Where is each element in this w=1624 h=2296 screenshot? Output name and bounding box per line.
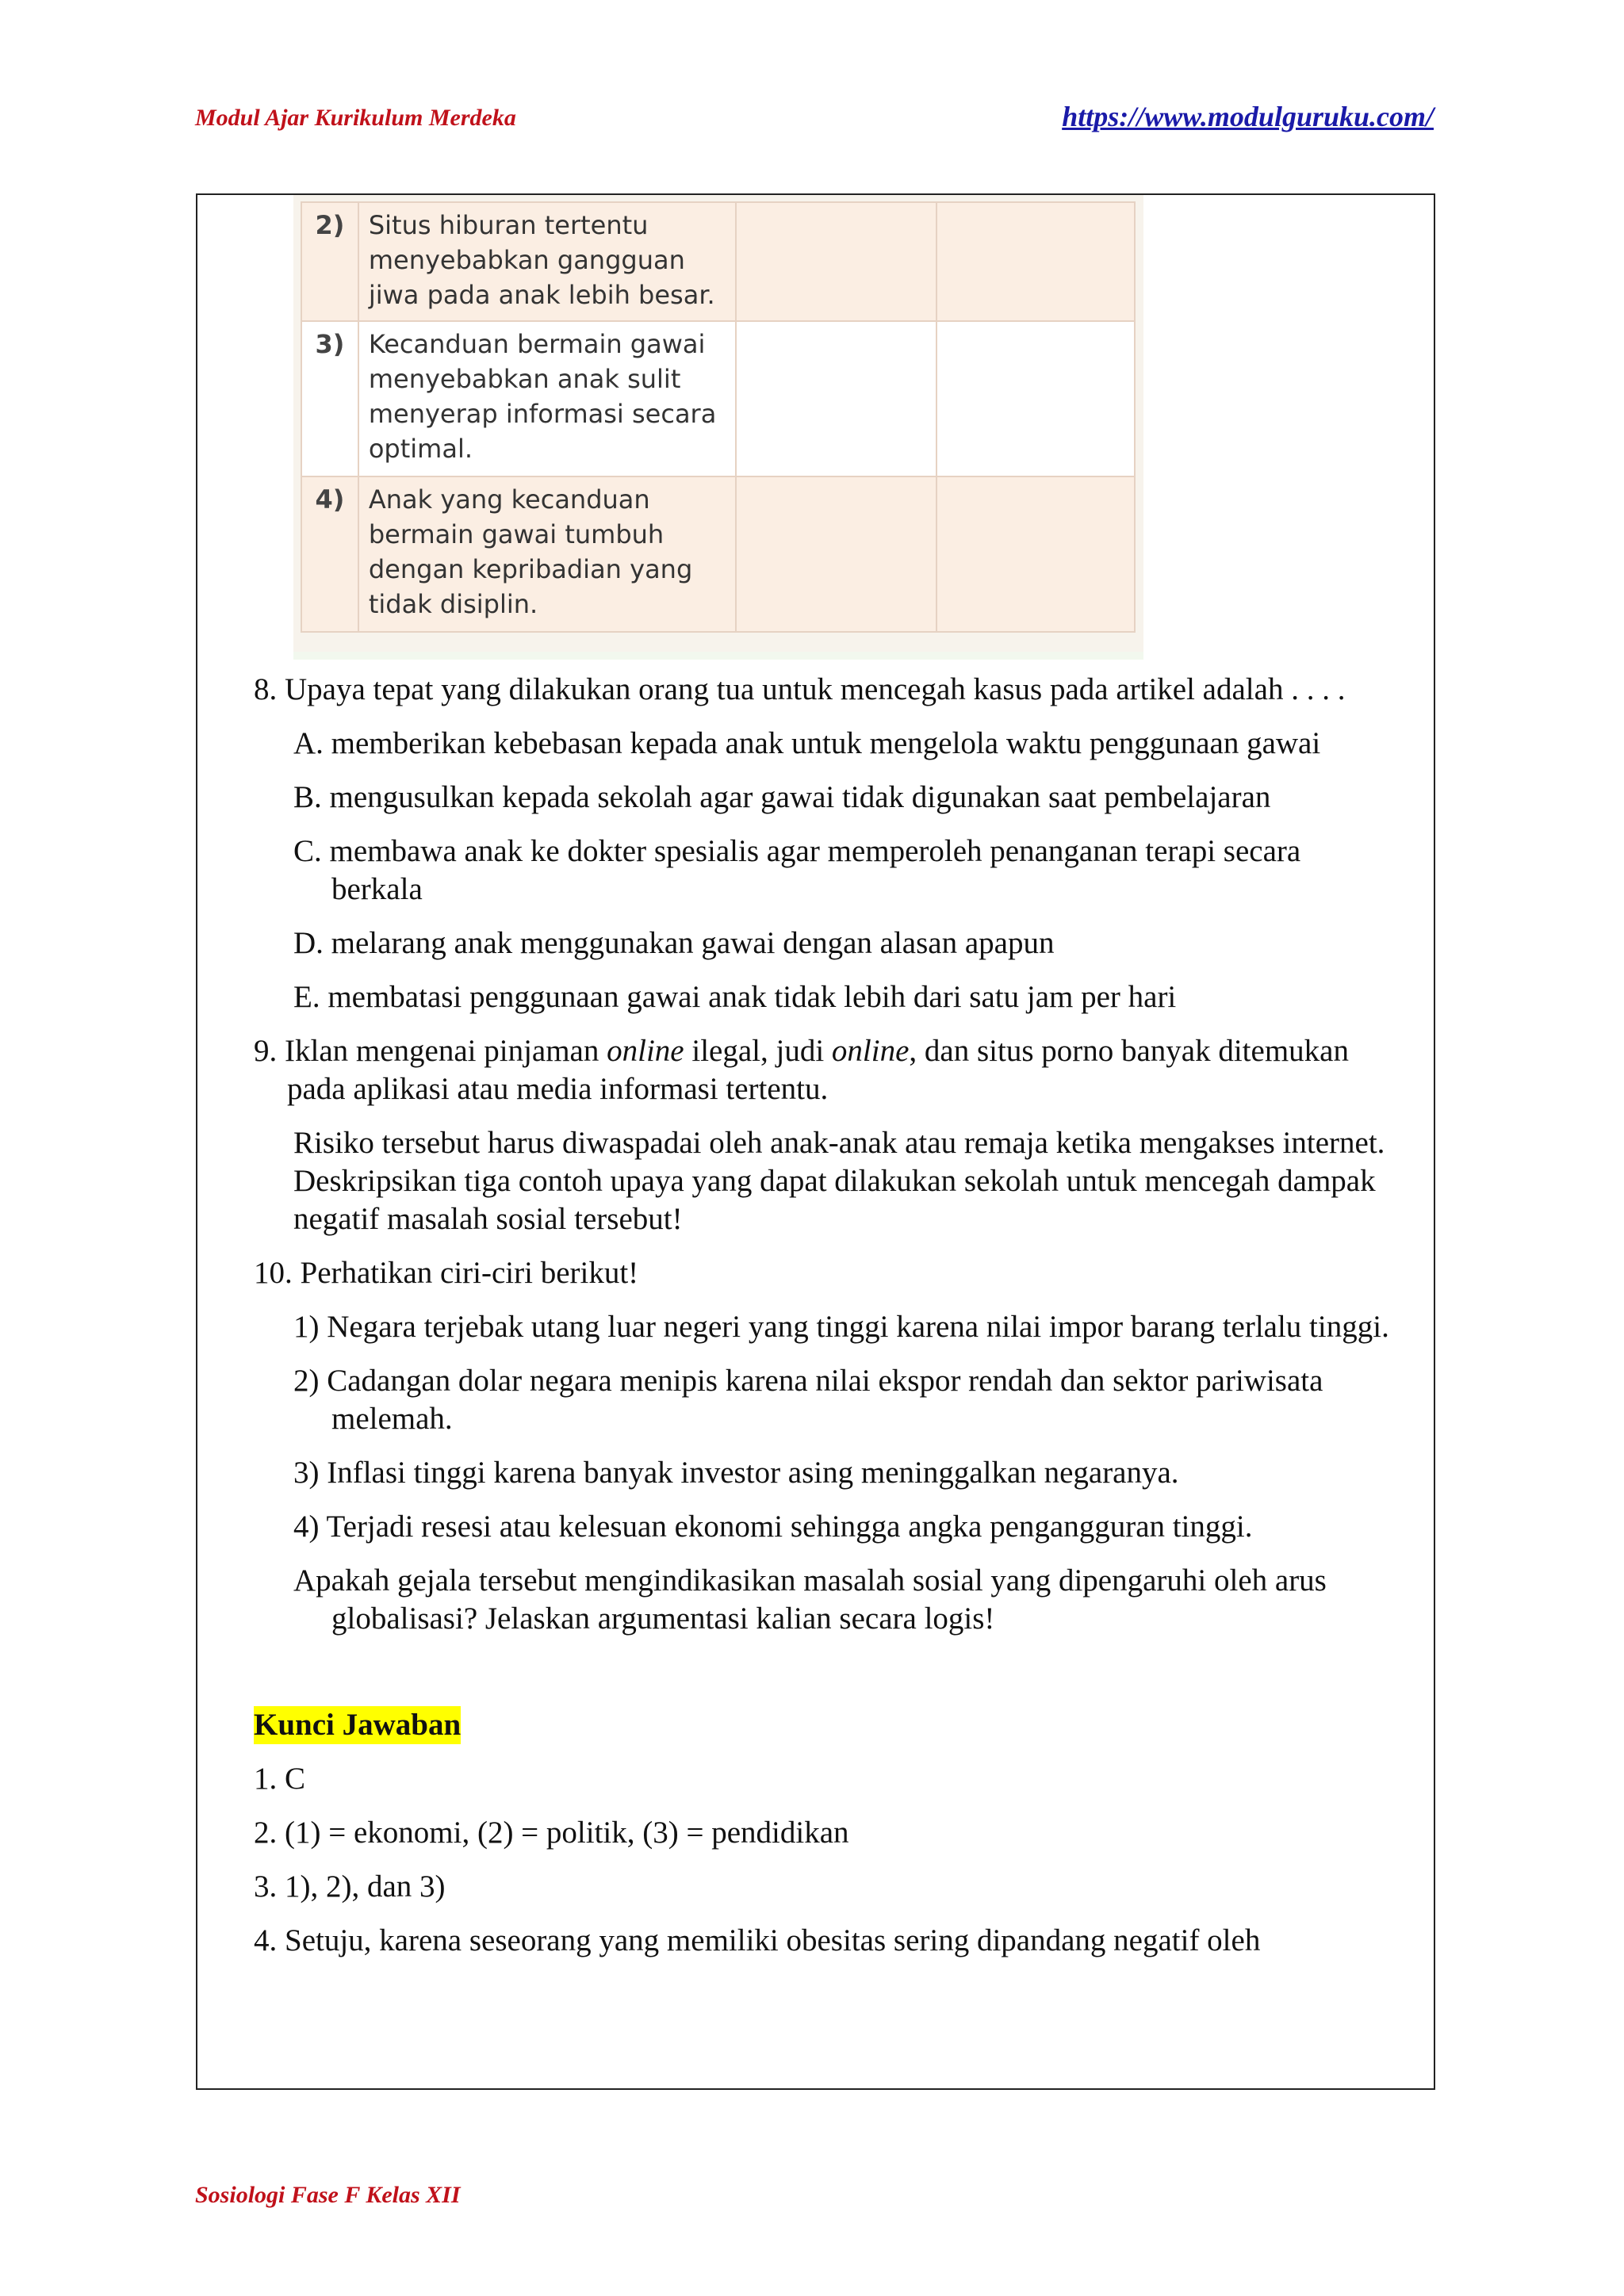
q9-text-1: 9. Iklan mengenai pinjaman xyxy=(254,1034,599,1068)
row-number: 2) xyxy=(301,202,358,321)
row-number: 3) xyxy=(301,321,358,476)
q9-text-3: , dan situs porno banyak ditemukan pada aplikasi atau media informasi tertentu. xyxy=(287,1034,1349,1106)
row-empty-cell xyxy=(736,202,936,321)
question-10-question: Apakah gejala tersebut mengindikasikan masalah sosial yang dipengaruhi oleh arus globalisasi? Jelaskan argumentasi kalian secara logis! xyxy=(293,1563,1327,1636)
answer-1: 1. C xyxy=(254,1762,306,1796)
footer-subject: Sosiologi Fase F Kelas XII xyxy=(195,2182,461,2208)
answer-key-title: Kunci Jawaban xyxy=(254,1706,461,1744)
question-10-stem: 10. Perhatikan ciri-ciri berikut! xyxy=(254,1256,639,1290)
q9-emphasis-online-2: online xyxy=(831,1034,910,1068)
answer-3: 3. 1), 2), dan 3) xyxy=(254,1869,446,1904)
question-content xyxy=(254,671,1396,1976)
row-statement: Kecanduan bermain gawai menyebabkan anak sulit menyerap informasi secara optimal. xyxy=(358,321,736,476)
row-empty-cell xyxy=(736,476,936,632)
header-module-title: Modul Ajar Kurikulum Merdeka xyxy=(195,105,516,131)
question-8-option-b: B. mengusulkan kepada sekolah agar gawai tidak digunakan saat pembelajaran xyxy=(293,780,1271,814)
row-empty-cell xyxy=(736,321,936,476)
question-8-option-c: C. membawa anak ke dokter spesialis agar memperoleh penanganan terapi secara berkala xyxy=(293,834,1301,906)
question-9-body: Risiko tersebut harus diwaspadai oleh anak-anak atau remaja ketika mengakses internet. Deskripsikan tiga contoh upaya yang dapat dilakukan sekolah untuk mencegah dampak negatif masalah sosial tersebut! xyxy=(293,1126,1385,1236)
header-website-link[interactable]: https://www.modulguruku.com/ xyxy=(1062,101,1434,132)
question-8-stem: 8. Upaya tepat yang dilakukan orang tua untuk mencegah kasus pada artikel adalah . . . . xyxy=(254,672,1346,706)
question-9-stem xyxy=(254,1032,1396,1108)
row-number: 4) xyxy=(301,476,358,632)
answer-4: 4. Setuju, karena seseorang yang memiliki obesitas sering dipandang negatif oleh xyxy=(254,1923,1261,1957)
question-10-item-4: 4) Terjadi resesi atau kelesuan ekonomi sehingga angka pengangguran tinggi. xyxy=(293,1510,1253,1544)
table-row xyxy=(301,202,1135,321)
row-statement: Anak yang kecanduan bermain gawai tumbuh dengan kepribadian yang tidak disiplin. xyxy=(358,476,736,632)
q9-text-2: ilegal, judi xyxy=(691,1034,825,1068)
statement-table xyxy=(301,201,1136,633)
answer-2: 2. (1) = ekonomi, (2) = politik, (3) = pendidikan xyxy=(254,1816,849,1850)
question-8-option-a: A. memberikan kebebasan kepada anak untuk mengelola waktu penggunaan gawai xyxy=(293,726,1321,760)
question-8-option-d: D. melarang anak menggunakan gawai dengan alasan apapun xyxy=(293,926,1055,960)
table-row xyxy=(301,321,1135,476)
row-empty-cell xyxy=(936,202,1135,321)
question-10-item-3: 3) Inflasi tinggi karena banyak investor asing meninggalkan negaranya. xyxy=(293,1456,1179,1490)
row-empty-cell xyxy=(936,476,1135,632)
question-10-item-1: 1) Negara terjebak utang luar negeri yang tinggi karena nilai impor barang terlalu tinggi. xyxy=(293,1310,1389,1344)
table-row xyxy=(301,476,1135,632)
question-8-option-e: E. membatasi penggunaan gawai anak tidak lebih dari satu jam per hari xyxy=(293,980,1177,1014)
question-10-item-2: 2) Cadangan dolar negara menipis karena nilai ekspor rendah dan sektor pariwisata melemah. xyxy=(293,1364,1323,1436)
row-empty-cell xyxy=(936,321,1135,476)
section-spacer xyxy=(254,1654,1396,1706)
answer-key-heading xyxy=(254,1706,1396,1744)
q9-emphasis-online-1: online xyxy=(607,1034,684,1068)
row-statement: Situs hiburan tertentu menyebabkan gangguan jiwa pada anak lebih besar. xyxy=(358,202,736,321)
statement-table-image xyxy=(293,195,1143,660)
